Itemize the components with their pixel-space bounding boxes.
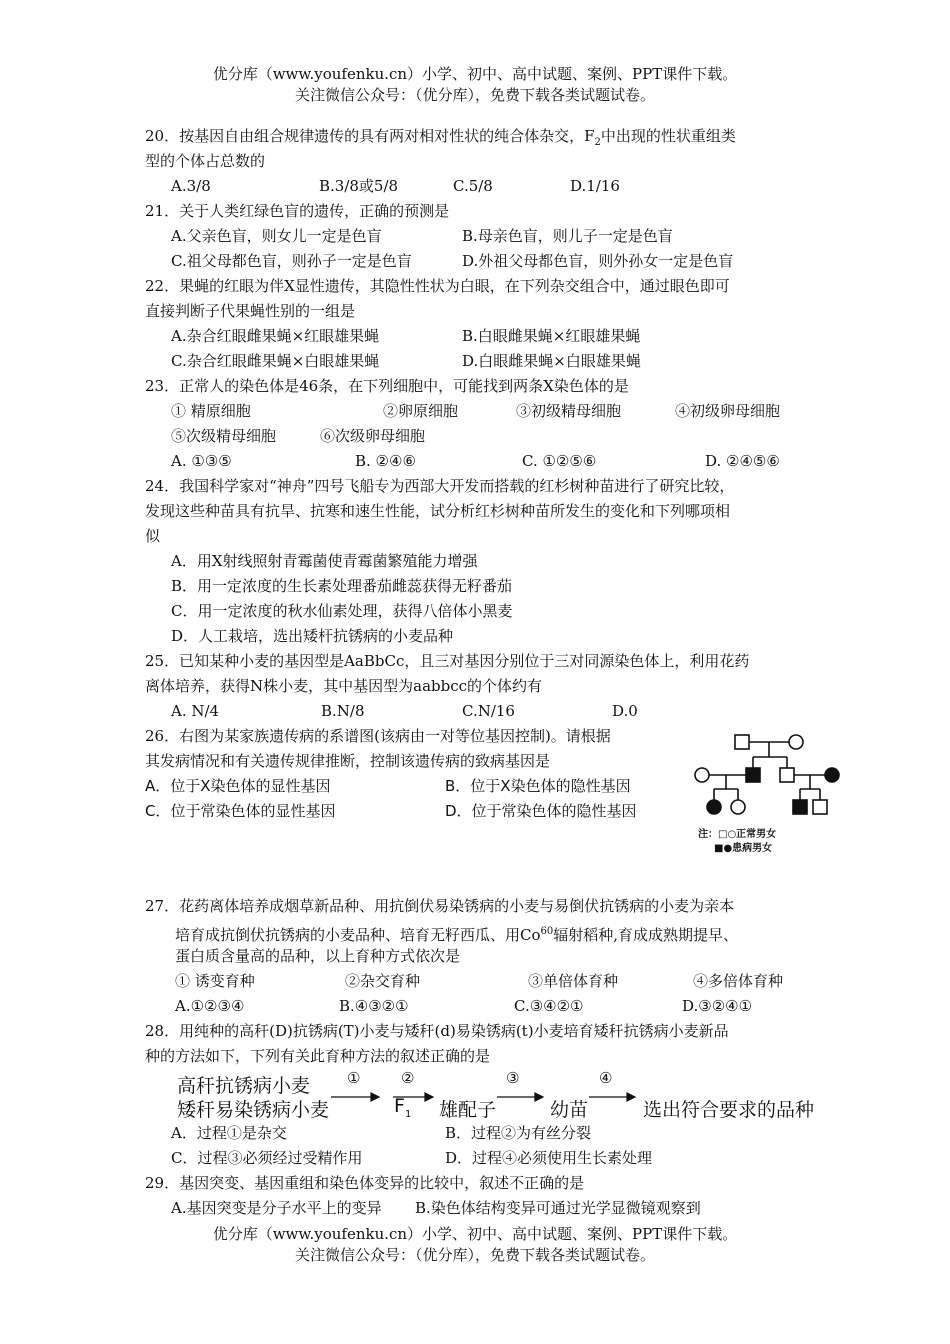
- scheme-select: 选出符合要求的品种: [643, 1099, 815, 1121]
- pedigree-legend-affected: ■●患病男女: [714, 843, 773, 854]
- breeding-scheme: [171, 1069, 815, 1121]
- q27-stem-line3: 蛋白质含量高的品种，以上育种方式依次是: [175, 947, 461, 965]
- q20-option-d: D.1/16: [570, 177, 620, 195]
- q27-method-2: ②杂交育种: [345, 972, 421, 990]
- q28-options-row2: [145, 1146, 815, 1171]
- q20-stem-line1: 20．按基因自由组合规律遗传的具有两对相对性状的纯合体杂交，$F_2$中出现的性状重组类: [145, 127, 736, 148]
- q25-option-a: A. N/4: [171, 702, 220, 720]
- q27-option-c: C.③④②①: [514, 997, 584, 1015]
- pedigree-i1-male-normal: [735, 735, 749, 749]
- pedigree-iii4-male-normal: [813, 800, 827, 814]
- q23-options: [145, 449, 815, 474]
- q22-option-c: C.杂合红眼雌果蝇×白眼雄果蝇: [171, 352, 380, 370]
- page-footer: [0, 1224, 950, 1266]
- page-header: [0, 64, 950, 106]
- q23-cell-5: ⑤次级精母细胞: [171, 427, 277, 445]
- pedigree-diagram: [690, 727, 850, 855]
- q22-options-row2: [145, 349, 815, 374]
- q25-option-d: D.0: [612, 702, 638, 720]
- q23-cells-row1: [145, 399, 815, 424]
- q27-stem-line2: 培育成抗倒伏抗锈病的小麦品种、培育无籽西瓜、用Co$^{60}$辐射稻种,育成成熟期提早、: [175, 926, 739, 944]
- q23-cell-3: ③初级精母细胞: [516, 402, 622, 420]
- q21-option-d: D.外祖父母都色盲，则外孙女一定是色盲: [462, 252, 734, 270]
- q29-options-row1: [145, 1196, 815, 1221]
- scheme-step-4: ④: [599, 1069, 613, 1087]
- q22-option-a: A.杂合红眼雌果蝇×红眼雄果蝇: [171, 327, 380, 345]
- q24-stem-line1: 24．我国科学家对“神舟”四号飞船专为西部大开发而搭载的红杉树种苗进行了研究比较，: [145, 477, 735, 495]
- q23-option-a: A. ①③⑤: [171, 452, 232, 470]
- q21-stem: 21．关于人类红绿色盲的遗传，正确的预测是: [145, 202, 450, 220]
- pedigree-iii1-female-affected: [707, 800, 721, 814]
- q21-options-row2: [145, 249, 815, 274]
- q28-stem-line1: 28．用纯种的高秆(D)抗锈病(T)小麦与矮秆(d)易染锈病(t)小麦培育矮秆抗锈病小麦新品: [145, 1022, 729, 1040]
- pedigree-i2-female-normal: [789, 735, 803, 749]
- q22-options-row1: [145, 324, 815, 349]
- q22-stem-line2: 直接判断子代果蝇性别的一组是: [145, 302, 356, 320]
- q20-stem-line2: 型的个体占总数的: [145, 152, 266, 170]
- q28-option-b: B．过程②为有丝分裂: [445, 1124, 592, 1142]
- scheme-seedlings: 幼苗: [550, 1099, 589, 1121]
- header-line-1: 优分库（www.youfenku.cn）小学、初中、高中试题、案例、PPT课件下载。: [212, 65, 738, 83]
- q20-option-b: B.3/8或5/8: [319, 177, 399, 195]
- scheme-parent-2: 矮秆易染锈病小麦: [177, 1099, 330, 1121]
- q26-option-c: C．位于常染色体的显性基因: [145, 802, 336, 820]
- q25-options: [145, 699, 815, 724]
- q22-stem-line1: 22．果蝇的红眼为伴X显性遗传，其隐性性状为白眼，在下列杂交组合中，通过眼色即可: [145, 277, 730, 295]
- q26-option-b: B．位于X染色体的隐性基因: [445, 777, 631, 795]
- q23-option-b: B. ②④⑥: [355, 452, 416, 470]
- q25-option-c: C.N/16: [462, 702, 515, 720]
- scheme-step-1: ①: [347, 1069, 361, 1087]
- scheme-f1: $F_1$: [394, 1095, 412, 1120]
- scheme-parent-1: 高秆抗锈病小麦: [177, 1075, 311, 1097]
- q29-option-b: B.染色体结构变异可通过光学显微镜观察到: [415, 1199, 701, 1217]
- q20-option-c: C.5/8: [453, 177, 493, 195]
- q26-stem-line2: 其发病情况和有关遗传规律推断，控制该遗传病的致病基因是: [145, 752, 551, 770]
- q27-options: [145, 994, 815, 1019]
- q21-option-b: B.母亲色盲，则儿子一定是色盲: [462, 227, 673, 245]
- q23-cell-6: ⑥次级卵母细胞: [320, 427, 426, 445]
- q29-stem: 29．基因突变、基因重组和染色体变异的比较中，叙述不正确的是: [145, 1174, 585, 1192]
- q26-stem-line1: 26．右图为某家族遗传病的系谱图(该病由一对等位基因控制)。请根据: [145, 727, 611, 745]
- q23-cells-row2: [145, 424, 815, 449]
- q28-option-a: A．过程①是杂交: [171, 1124, 287, 1142]
- q21-option-a: A.父亲色盲，则女儿一定是色盲: [171, 227, 382, 245]
- q24-option-b: B．用一定浓度的生长素处理番茄雌蕊获得无籽番茄: [171, 577, 513, 595]
- scheme-step-2: ②: [401, 1069, 415, 1087]
- q26-option-a: A．位于X染色体的显性基因: [145, 777, 331, 795]
- q25-option-b: B.N/8: [321, 702, 365, 720]
- pedigree-iii3-male-affected: [793, 800, 807, 814]
- q23-stem: 23．正常人的染色体是46条，在下列细胞中，可能找到两条X染色体的是: [145, 377, 629, 395]
- q26-block: [145, 724, 815, 894]
- q21-option-c: C.祖父母都色盲，则孙子一定是色盲: [171, 252, 412, 270]
- scheme-male-gametes: 雄配子: [439, 1099, 497, 1121]
- q23-cell-4: ④初级卵母细胞: [675, 402, 781, 420]
- q21-options-row1: [145, 224, 815, 249]
- q22-option-b: B.白眼雌果蝇×红眼雄果蝇: [462, 327, 641, 345]
- q27-stem-line1: 27．花药离体培养成烟草新品种、用抗倒伏易染锈病的小麦与易倒伏抗锈病的小麦为亲本: [145, 897, 735, 915]
- q23-option-d: D. ②④⑤⑥: [705, 452, 780, 470]
- q25-stem-line2: 离体培养，获得N株小麦，其中基因型为aabbcc的个体约有: [145, 677, 543, 695]
- header-line-2: 关注微信公众号：（优分库），免费下载各类试题试卷。: [294, 86, 655, 104]
- pedigree-ii2-male-affected: [746, 768, 760, 782]
- q23-option-c: C. ①②⑤⑥: [522, 452, 597, 470]
- scheme-step-3: ③: [506, 1069, 520, 1087]
- q24-option-d: D．人工栽培，选出矮杆抗锈病的小麦品种: [171, 627, 454, 645]
- q27-option-a: A.①②③④: [175, 997, 245, 1015]
- q27-option-b: B.④③②①: [339, 997, 409, 1015]
- q24-option-c: C．用一定浓度的秋水仙素处理，获得八倍体小黑麦: [171, 602, 513, 620]
- q28-option-d: D．过程④必须使用生长素处理: [445, 1149, 653, 1167]
- q22-option-d: D.白眼雌果蝇×白眼雄果蝇: [462, 352, 641, 370]
- q23-cell-1: ① 精原细胞: [171, 402, 251, 420]
- footer-line-1: 优分库（www.youfenku.cn）小学、初中、高中试题、案例、PPT课件下载。: [212, 1225, 738, 1243]
- q20-option-a: A.3/8: [171, 177, 211, 195]
- q24-stem-line2: 发现这些种苗具有抗旱、抗寒和速生性能，试分析红杉树种苗所发生的变化和下列哪项相: [145, 502, 731, 520]
- q29-option-a: A.基因突变是分子水平上的变异: [171, 1199, 382, 1217]
- exam-content: [145, 124, 815, 1221]
- q27-method-1: ① 诱变育种: [175, 972, 255, 990]
- q28-stem-line2: 种的方法如下，下列有关此育种方法的叙述正确的是: [145, 1047, 491, 1065]
- q24-option-a: A．用X射线照射青霉菌使青霉菌繁殖能力增强: [171, 552, 478, 570]
- q27-methods: [145, 969, 815, 994]
- pedigree-ii4-female-affected: [825, 768, 839, 782]
- pedigree-ii3-male-normal: [780, 768, 794, 782]
- q25-stem-line1: 25．已知某种小麦的基因型是AaBbCc，且三对基因分别位于三对同源染色体上，利用花药: [145, 652, 750, 670]
- q24-stem-line3: 似: [145, 527, 161, 545]
- q28-option-c: C．过程③必须经过受精作用: [171, 1149, 363, 1167]
- pedigree-legend-normal: 注：□○正常男女: [698, 829, 777, 840]
- pedigree-iii2-female-normal: [731, 800, 745, 814]
- q27-option-d: D.③②④①: [682, 997, 753, 1015]
- pedigree-ii1-female-normal: [695, 768, 709, 782]
- footer-line-2: 关注微信公众号：（优分库），免费下载各类试题试卷。: [294, 1246, 655, 1264]
- q26-option-d: D．位于常染色体的隐性基因: [445, 802, 637, 820]
- q28-options-row1: [145, 1121, 815, 1146]
- q20-options: [145, 174, 815, 199]
- q23-cell-2: ②卵原细胞: [383, 402, 459, 420]
- q27-method-3: ③单倍体育种: [528, 972, 619, 990]
- q27-method-4: ④多倍体育种: [693, 972, 784, 990]
